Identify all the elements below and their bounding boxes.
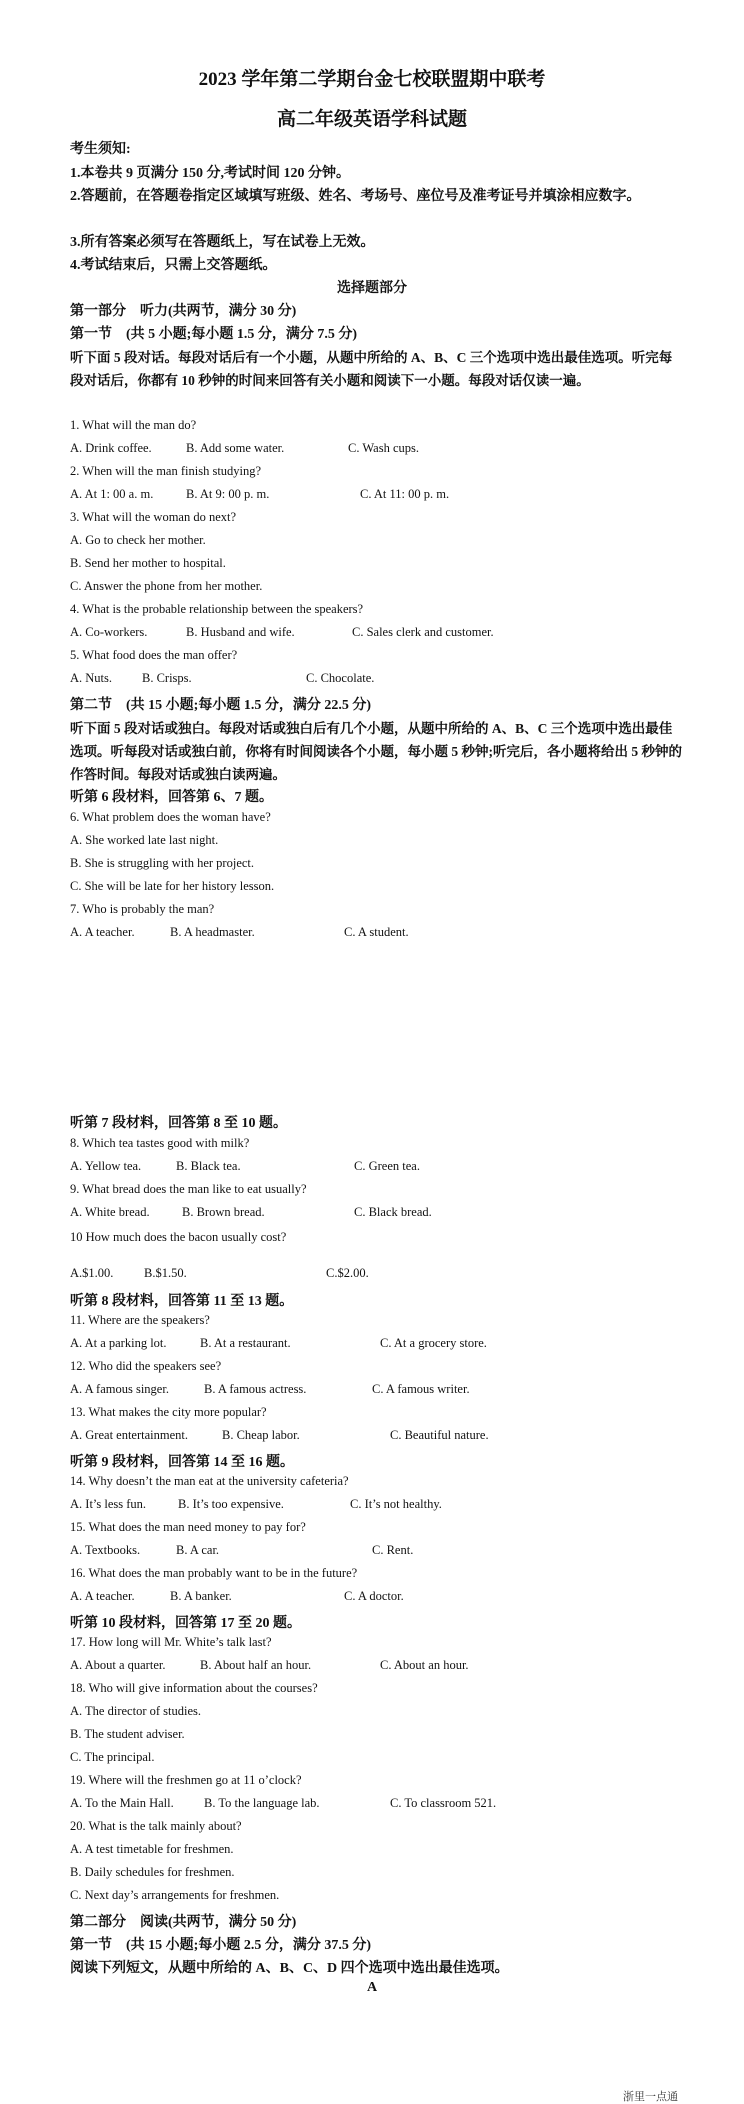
option: C. Wash cups. [348,441,419,455]
option: C. A student. [344,925,409,939]
option: C.$2.00. [326,1266,369,1280]
option: C. At a grocery store. [380,1336,487,1350]
question: 12. Who did the speakers see? [70,1359,222,1373]
option: B. Add some water. [186,441,285,455]
option: B. A banker. [170,1589,232,1603]
question: 18. Who will give information about the courses? [70,1681,318,1695]
notice-item: 4.考试结束后，只需上交答题纸。 [70,258,277,273]
option: C. Rent. [372,1543,414,1557]
material-heading: 听第 7 段材料，回答第 8 至 10 题。 [70,1116,287,1131]
question: 3. What will the woman do next? [70,510,237,524]
option: A. A famous singer. [70,1382,169,1396]
notice-heading: 考生须知: [70,142,131,157]
option: A. To the Main Hall. [70,1796,174,1810]
option: C. It’s not healthy. [350,1497,442,1511]
option: B. Cheap labor. [222,1428,300,1442]
question: 19. Where will the freshmen go at 11 o’clock? [70,1773,302,1787]
option: B. Daily schedules for freshmen. [70,1865,235,1879]
option: C. Black bread. [354,1205,432,1219]
notice-item: 1.本卷共 9 页满分 150 分,考试时间 120 分钟。 [70,166,350,181]
notice-item: 3.所有答案必须写在答题纸上，写在试卷上无效。 [70,235,375,250]
material-heading: 听第 9 段材料，回答第 14 至 16 题。 [70,1455,294,1470]
option: B. Brown bread. [182,1205,265,1219]
option: A. A teacher. [70,925,135,939]
option: A. At 1: 00 a. m. [70,487,154,501]
part1-sec1-instructions: 听下面 5 段对话。每段对话后有一个小题，从题中所给的 A、B、C 三个选项中选出最佳选项。听完每段对话后，你都有 10 秒钟的时间来回答有关小题和阅读下一小题。每段对话仅读一遍。 [70,350,673,388]
option: C. Chocolate. [306,671,375,685]
question: 4. What is the probable relationship between the speakers? [70,602,364,616]
material-heading: 听第 10 段材料，回答第 17 至 20 题。 [70,1616,301,1631]
option: A. Yellow tea. [70,1159,142,1173]
part1-sec2-heading: 第二节 (共 15 小题;每小题 1.5 分，满分 22.5 分) [70,698,371,713]
option: C. A famous writer. [372,1382,470,1396]
option: C. Next day’s arrangements for freshmen. [70,1888,280,1902]
question: 15. What does the man need money to pay for? [70,1520,306,1534]
option: C. To classroom 521. [390,1796,497,1810]
option: A. Textbooks. [70,1543,141,1557]
section-title: 选择题部分 [337,281,407,296]
option: B. About half an hour. [200,1658,312,1672]
question: 10 How much does the bacon usually cost? [70,1230,287,1244]
part1-sec2-instructions: 听下面 5 段对话或独白。每段对话或独白后有几个小题，从题中所给的 A、B、C 三个选项中选出最佳选项。听每段对话或独白前，你将有时间阅读各个小题，每小题 5 秒钟;听完后，各小题将给出 5 秒钟的作答时间。每段对话或独白读两遍。 [70,721,682,782]
option: A. A test timetable for freshmen. [70,1842,234,1856]
option: C. The principal. [70,1750,155,1764]
passage-label: A [366,1980,378,1995]
option: A. Co-workers. [70,625,148,639]
question: 2. When will the man finish studying? [70,464,262,478]
question: 7. Who is probably the man? [70,902,215,916]
question: 5. What food does the man offer? [70,648,238,662]
option: A. A teacher. [70,1589,135,1603]
question: 6. What problem does the woman have? [70,810,271,824]
option: B. Black tea. [176,1159,241,1173]
option: B. It’s too expensive. [178,1497,284,1511]
option: B. Husband and wife. [186,625,295,639]
question: 9. What bread does the man like to eat usually? [70,1182,307,1196]
question: 14. Why doesn’t the man eat at the university cafeteria? [70,1474,349,1488]
notice-item: 2.答题前，在答题卷指定区域填写班级、姓名、考场号、座位号及准考证号并填涂相应数字。 [70,189,641,204]
part2-sec1-heading: 第一节 (共 15 小题;每小题 2.5 分，满分 37.5 分) [70,1938,371,1953]
option: A. At a parking lot. [70,1336,167,1350]
option: B. A headmaster. [170,925,255,939]
question: 11. Where are the speakers? [70,1313,210,1327]
option: B. A car. [176,1543,220,1557]
question: 16. What does the man probably want to be in the future? [70,1566,358,1580]
question: 13. What makes the city more popular? [70,1405,267,1419]
option: C. At 11: 00 p. m. [360,487,450,501]
option: B. Send her mother to hospital. [70,556,226,570]
option: B. Crisps. [142,671,192,685]
part2-heading: 第二部分 阅读(共两节，满分 50 分) [70,1915,297,1930]
question: 20. What is the talk mainly about? [70,1819,242,1833]
option: B. The student adviser. [70,1727,185,1741]
option: B. At a restaurant. [200,1336,291,1350]
option: A. Drink coffee. [70,441,152,455]
option: A. It’s less fun. [70,1497,147,1511]
option: C. A doctor. [344,1589,404,1603]
option: A. The director of studies. [70,1704,201,1718]
exam-subtitle: 高二年级英语学科试题 [276,109,467,130]
option: C. Beautiful nature. [390,1428,489,1442]
option: B. A famous actress. [204,1382,307,1396]
option: B. To the language lab. [204,1796,320,1810]
option: A.$1.00. [70,1266,114,1280]
question: 1. What will the man do? [70,418,197,432]
option: A. Go to check her mother. [70,533,206,547]
part1-heading: 第一部分 听力(共两节，满分 30 分) [70,304,297,319]
option: C. Sales clerk and customer. [352,625,494,639]
question: 17. How long will Mr. White’s talk last? [70,1635,272,1649]
option: A. Great entertainment. [70,1428,189,1442]
option: C. Answer the phone from her mother. [70,579,263,593]
option: A. She worked late last night. [70,833,219,847]
option: A. White bread. [70,1205,150,1219]
option: B. She is struggling with her project. [70,856,255,870]
part1-sec1-heading: 第一节 (共 5 小题;每小题 1.5 分，满分 7.5 分) [70,327,357,342]
option: A. About a quarter. [70,1658,166,1672]
option: B.$1.50. [144,1266,187,1280]
option: C. About an hour. [380,1658,469,1672]
option: C. Green tea. [354,1159,420,1173]
watermark: 浙里一点通 [623,2091,678,2103]
question: 8. Which tea tastes good with milk? [70,1136,250,1150]
material-heading: 听第 6 段材料，回答第 6、7 题。 [70,790,273,805]
option: A. Nuts. [70,671,113,685]
part2-instructions: 阅读下列短文，从题中所给的 A、B、C、D 四个选项中选出最佳选项。 [70,1961,509,1976]
material-heading: 听第 8 段材料，回答第 11 至 13 题。 [70,1294,294,1309]
option: B. At 9: 00 p. m. [186,487,270,501]
exam-title: 2023 学年第二学期台金七校联盟期中联考 [198,69,546,90]
option: C. She will be late for her history lesson. [70,879,275,893]
